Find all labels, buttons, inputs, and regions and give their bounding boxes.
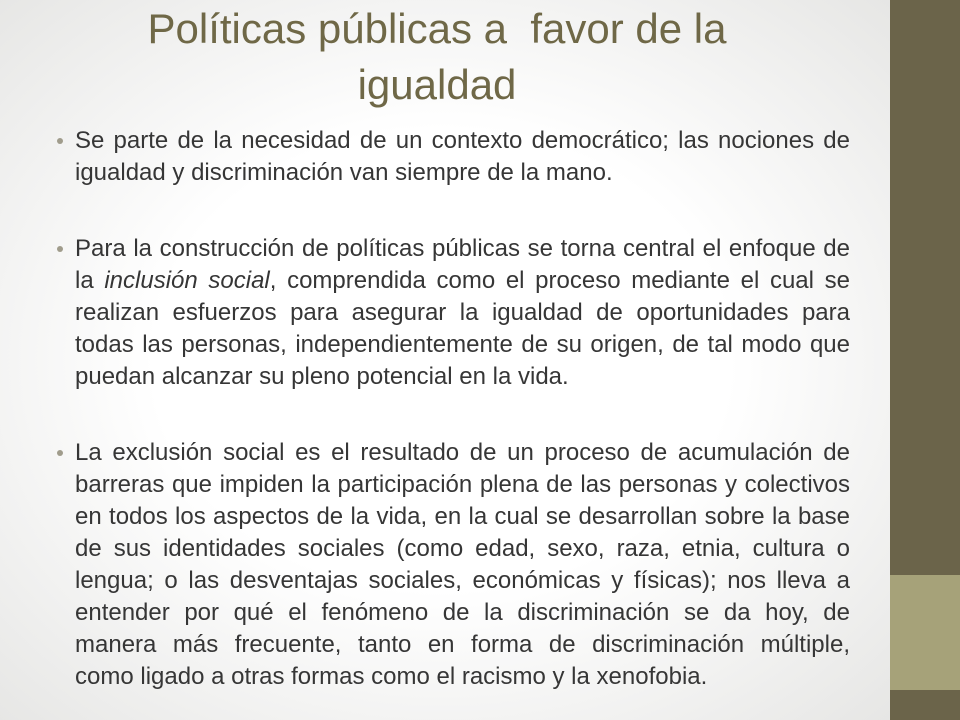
line-text-segment: la <box>75 267 105 294</box>
line-text-segment: , comprendida como el proceso mediante el cual se <box>269 267 850 294</box>
bullet-text-line: La exclusión social es el resultado de un proceso de acumulación de <box>75 439 850 466</box>
bullet-text-line: realizan esfuerzos para asegurar la igualdad de oportunidades para <box>75 299 850 326</box>
bullet-item <box>75 437 850 693</box>
bullet-text-line: Se parte de la necesidad de un contexto democrático; las nociones de <box>75 127 850 154</box>
right-accent-highlight-block <box>890 575 960 690</box>
bullet-marker <box>57 138 63 144</box>
bullet-text-line: barreras que impiden la participación plena de las personas y colectivos <box>75 471 850 498</box>
bullet-text-line: Para la construcción de políticas públicas se torna central el enfoque de <box>75 235 850 262</box>
bullet-text-line: manera más frecuente, tanto en forma de discriminación múltiple, <box>75 631 850 658</box>
bullet-marker <box>57 246 63 252</box>
slide-title: Políticas públicas a favor de la igualdad <box>147 5 739 108</box>
bullet-text-line: de sus identidades sociales (como edad, sexo, raza, etnia, cultura o <box>75 535 850 562</box>
bullet-list <box>75 125 850 693</box>
bullet-text-line: todas las personas, independientemente de su origen, de tal modo que <box>75 331 850 358</box>
bullet-text-line: lengua; o las desventajas sociales, económicas y físicas); nos lleva a <box>75 567 850 594</box>
bullet-item <box>75 233 850 393</box>
bullet-marker <box>57 450 63 456</box>
bullet-text-line: en todos los aspectos de la vida, en la cual se desarrollan sobre la base <box>75 503 850 530</box>
bullet-text-line <box>75 265 850 297</box>
bullet-text-line: entender por qué el fenómeno de la discriminación se da hoy, de <box>75 599 850 626</box>
bullet-text-line: puedan alcanzar su pleno potencial en la vida. <box>75 363 569 390</box>
emphasized-term: inclusión social <box>104 267 270 294</box>
bullet-text-line: como ligado a otras formas como el racismo y la xenofobia. <box>75 663 708 690</box>
bullet-item <box>75 125 850 189</box>
bullet-text-line: igualdad y discriminación van siempre de la mano. <box>75 159 613 186</box>
